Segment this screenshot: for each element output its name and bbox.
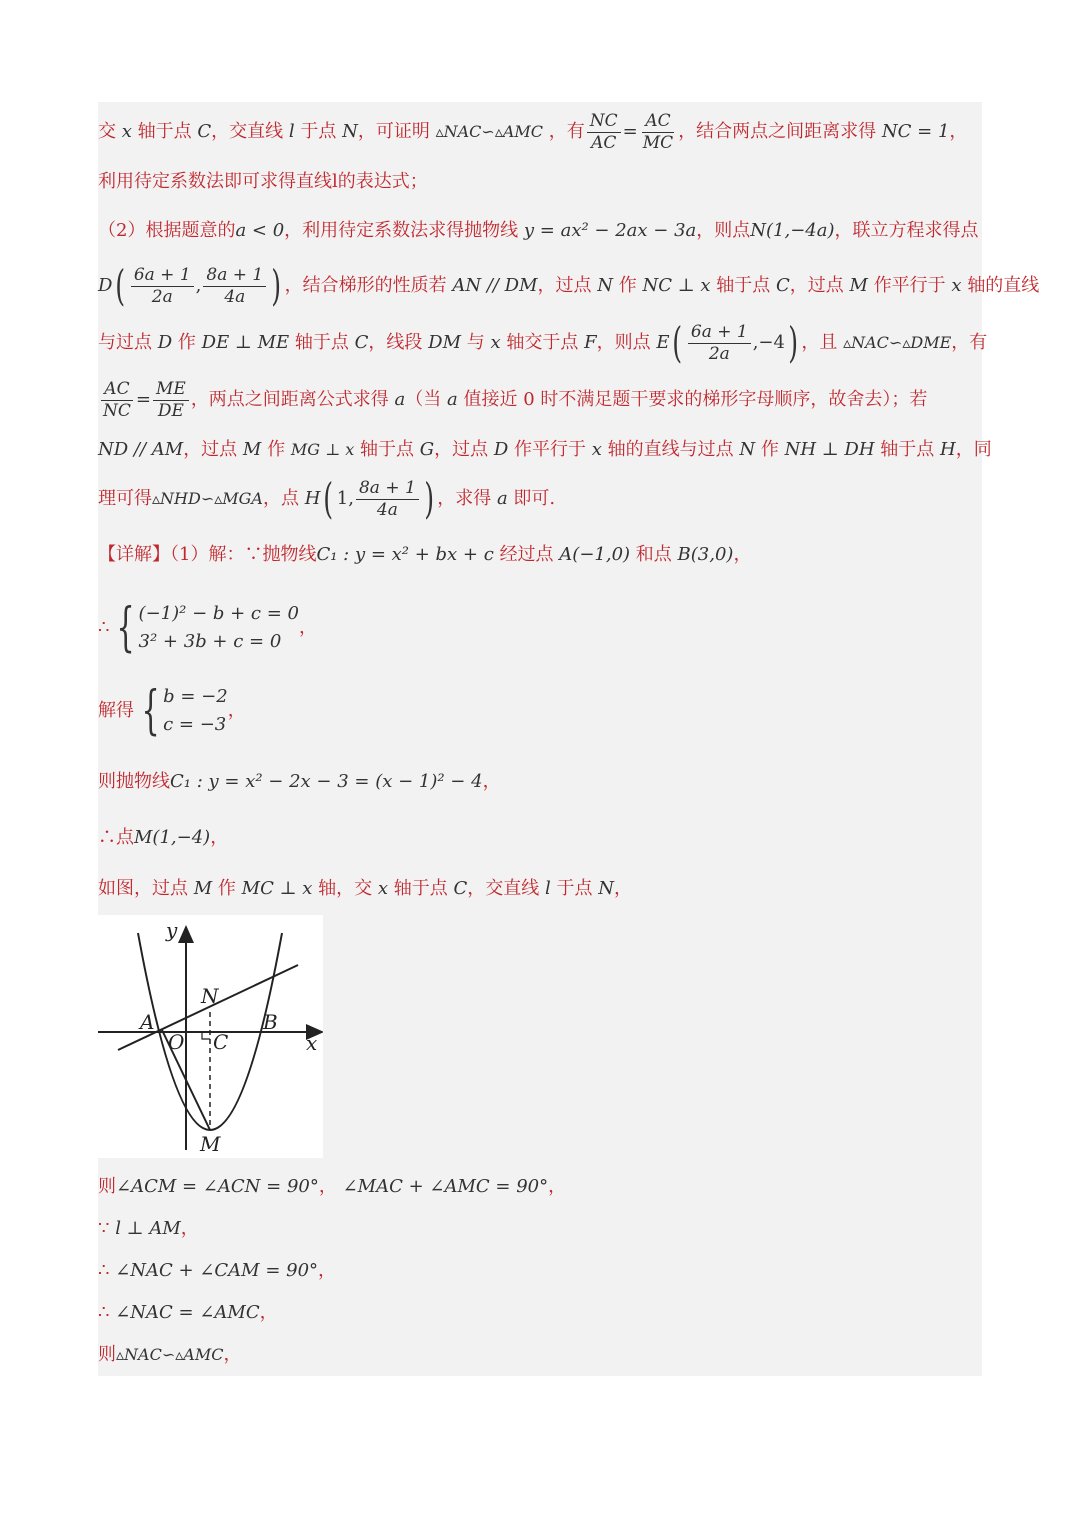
fraction-ac-mc: $\frac{AC}{MC}$ xyxy=(642,110,674,153)
analysis-line-6: $\frac{AC}{NC}$ = $\frac{ME}{DE}$ ，两点之间距离公式求得 a （当 a 值接近 0 时不满足题干要求的梯形字母顺序，故舍去）；若 xyxy=(98,376,982,424)
analysis-line-3: （2）根据题意的 a < 0 ，利用待定系数法求得抛物线 y = ax² − 2ax − 3a ，则点 N(1,−4a) ，联立方程求得点 xyxy=(98,220,979,241)
analysis-line-1: 交 x 轴于点 C ，交直线 l 于点 N ，可证明 ▵NAC∽▵AMC ，有 $\frac{NC}{AC}$ = $\frac{AC}{MC}$ ，结合两点之间距离求得 NC = 1 ， xyxy=(98,110,968,153)
label-n: N xyxy=(201,984,219,1008)
solution-line-2: ∴ { (−1)² − b + c = 0 3² + 3b + c = 0 ， xyxy=(98,598,317,658)
label-b: B xyxy=(263,1010,278,1034)
solution-line-10: ∴ ∠NAC = ∠AMC ， xyxy=(98,1302,278,1323)
fraction-e-x: $\frac{6a + 1}{2a}$ xyxy=(688,324,751,363)
solution-line-1: 【详解】（1）解：∵抛物线 C₁ : y = x² + bx + c 经过点 A(−1,0) 和点 B(3,0) ， xyxy=(98,544,752,565)
label-c: C xyxy=(213,1030,229,1054)
parabola-graph xyxy=(98,915,323,1158)
analysis-line-8: 理可得 ▵NHD∽▵MGA ，点 H ( 1, $\frac{8a + 1}{4a}$ ) ，求得 a 即可. xyxy=(98,474,556,523)
fraction-d-y: $\frac{8a + 1}{4a}$ xyxy=(203,267,266,306)
solution-line-3: 解得 { b = −2 c = −3 ， xyxy=(98,681,246,741)
parabola-figure xyxy=(98,915,323,1158)
analysis-line-4: D ( $\frac{6a + 1}{2a}$ , $\frac{8a + 1}{4a}$ ) ，结合梯形的性质若 AN // DM ，过点 N 作 NC ⊥ x 轴于点 C ，过点 M 作平行于 x 轴的直线 xyxy=(98,261,1040,310)
label-y: y xyxy=(166,918,178,942)
fraction-ac-nc: $\frac{AC}{NC}$ xyxy=(103,378,131,421)
solution-line-6: 如图，过点 M 作 MC ⊥ x 轴，交 x 轴于点 C ，交直线 l 于点 N ， xyxy=(98,878,632,899)
equation-system-2: b = −2 c = −3 xyxy=(163,686,228,735)
equation-system-1: (−1)² − b + c = 0 3² + 3b + c = 0 xyxy=(138,603,299,652)
analysis-line-5: 与过点 D 作 DE ⊥ ME 轴于点 C ，线段 DM 与 x 轴交于点 F ，则点 E ( $\frac{6a + 1}{2a}$ ,−4 ) ，且 ▵NAC∽▵DME ，有 xyxy=(98,318,988,367)
solution-line-8: ∵ l ⊥ AM ， xyxy=(98,1218,199,1239)
fraction-me-de: $\frac{ME}{DE}$ xyxy=(153,381,189,420)
label-m: M xyxy=(200,1132,221,1156)
solution-line-9: ∴ ∠NAC + ∠CAM = 90° ， xyxy=(98,1260,337,1281)
solution-line-11: 则 ▵NAC∽▵AMC ， xyxy=(98,1344,242,1365)
analysis-line-7: ND // AM ，过点 M 作 MG ⊥ x 轴于点 G ，过点 D 作平行于 x 轴的直线与过点 N 作 NH ⊥ DH 轴于点 H ，同 xyxy=(98,439,992,460)
solution-line-5: ∴点 M(1,−4) ， xyxy=(98,827,229,848)
analysis-line-2: 利用待定系数法即可求得直线l的表达式； xyxy=(98,171,428,192)
solution-line-4: 则抛物线 C₁ : y = x² − 2x − 3 = (x − 1)² − 4 ， xyxy=(98,771,501,792)
fraction-nc-ac: $\frac{NC}{AC}$ xyxy=(587,113,621,152)
solution-line-7: 则 ∠ACM = ∠ACN = 90° ， ∠MAC + ∠AMC = 90° ， xyxy=(98,1176,567,1197)
label-x: x xyxy=(306,1031,318,1055)
right-angle-mark xyxy=(202,1032,210,1039)
fraction-d-x: $\frac{6a + 1}{2a}$ xyxy=(131,267,194,306)
label-o: O xyxy=(168,1030,185,1054)
label-a: A xyxy=(140,1010,155,1034)
fraction-h-y: $\frac{8a + 1}{4a}$ xyxy=(356,480,419,519)
